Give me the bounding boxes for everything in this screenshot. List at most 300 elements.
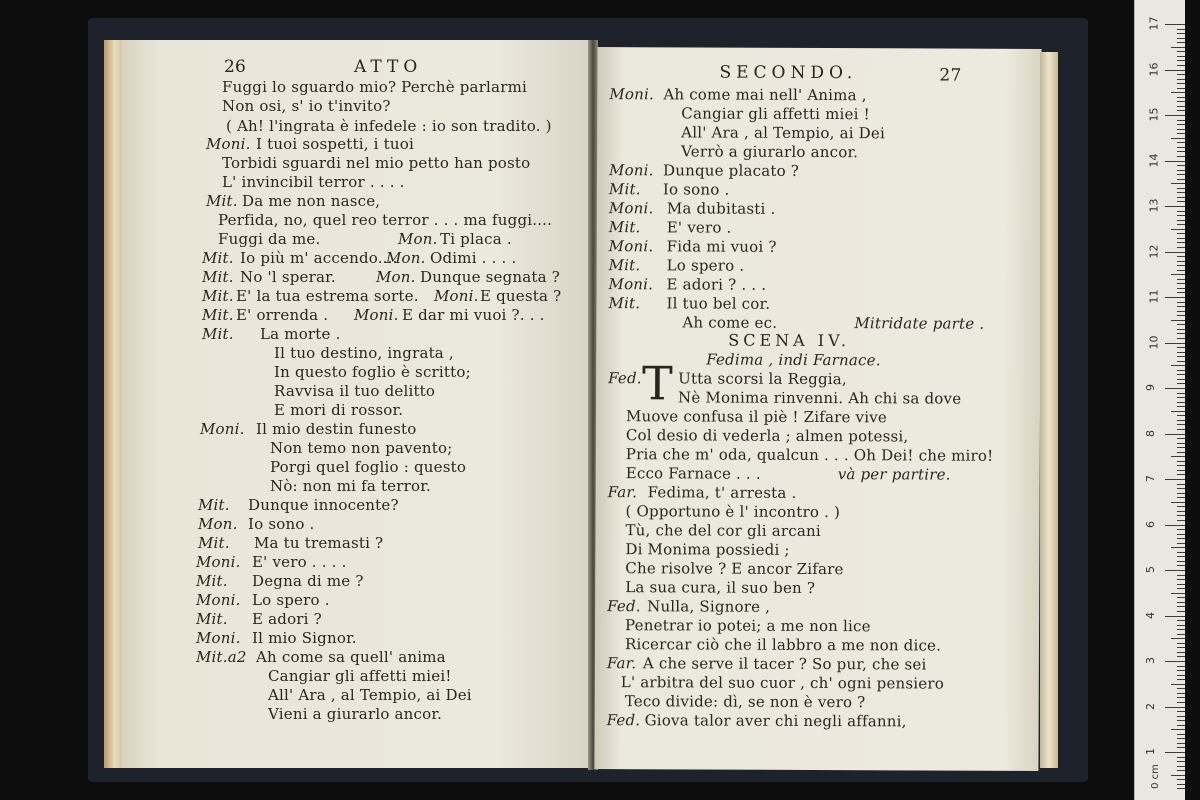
ruler-tick: [1171, 547, 1185, 548]
ruler-tick: [1177, 688, 1185, 689]
ruler-number: 3: [1144, 657, 1157, 664]
ruler-tick: [1171, 775, 1185, 776]
right-line-33: Teco divide: dì, se non è vero ?: [624, 692, 866, 712]
ruler-tick: [1177, 179, 1185, 180]
ruler-tick: [1177, 452, 1185, 453]
ruler-tick: [1165, 616, 1185, 617]
ruler-tick: [1177, 242, 1185, 243]
ruler-number: 11: [1147, 289, 1161, 304]
ruler-tick: [1177, 270, 1185, 271]
ruler-tick: [1165, 115, 1185, 116]
ruler-number: 12: [1147, 244, 1161, 258]
ruler-tick: [1177, 165, 1185, 166]
right-line-3: All' Ara , al Tempio, ai Dei: [681, 123, 886, 143]
left-line-27: Degna di me ?: [252, 572, 364, 590]
ruler-tick: [1177, 447, 1185, 448]
ruler-tick: [1177, 634, 1185, 635]
right-line-13: Ah come ec.: [682, 313, 778, 332]
right-line-24: Tù, che del cor gli arcani: [625, 521, 821, 541]
left-mid-speaker-13: Moni.: [354, 306, 399, 324]
ruler-tick: [1177, 124, 1185, 125]
ruler-tick: [1177, 133, 1185, 134]
left-line-32: Cangiar gli affetti miei!: [268, 667, 452, 685]
ruler-tick: [1177, 151, 1185, 152]
ruler-tick: [1177, 784, 1185, 785]
ruler-tick: [1177, 438, 1185, 439]
left-speaker-19: Moni.: [200, 420, 245, 438]
ruler-tick: [1171, 684, 1185, 685]
right-running-head: SECONDO.: [719, 62, 858, 84]
ruler-tick: [1177, 170, 1185, 171]
ruler-tick: [1177, 311, 1185, 312]
left-line-9: Fuggi da me.: [218, 230, 321, 248]
ruler-tick: [1177, 315, 1185, 316]
left-speaker-7: Mit.: [206, 192, 238, 210]
right-speaker-22: Far.: [607, 483, 638, 502]
ruler-number: 1: [1144, 748, 1157, 755]
right-line-1: Ah come mai nell' Anima ,: [663, 85, 867, 105]
right-speaker-34: Fed.: [606, 711, 641, 730]
ruler-tick: [1177, 424, 1185, 425]
ruler-tick: [1177, 283, 1185, 284]
ruler-tick: [1177, 461, 1185, 462]
ruler-tick: [1177, 647, 1185, 648]
ruler-tick: [1177, 197, 1185, 198]
left-speaker-25: Mit.: [198, 534, 230, 552]
ruler-tick: [1177, 238, 1185, 239]
ruler-tick: [1177, 575, 1185, 576]
ruler-tick: [1177, 265, 1185, 266]
ruler-tick: [1177, 65, 1185, 66]
right-line-5: Dunque placato ?: [663, 161, 800, 180]
left-line-24: Io sono .: [248, 515, 315, 533]
left-speaker-10: Mit.: [202, 249, 234, 267]
left-speaker-13: Mit.: [202, 306, 234, 324]
ruler-tick: [1177, 488, 1185, 489]
ruler-tick: [1177, 743, 1185, 744]
right-page-edges: [1040, 52, 1058, 768]
right-page: [594, 47, 1041, 771]
ruler-tick: [1177, 511, 1185, 512]
ruler-tick: [1177, 693, 1185, 694]
ruler-tick: [1165, 525, 1185, 526]
right-line-2: Cangiar gli affetti miei !: [681, 104, 870, 124]
left-line-17: Ravvisa il tuo delitto: [274, 382, 436, 400]
right-speaker-6: Mit.: [608, 180, 641, 199]
right-speaker-8: Mit.: [608, 218, 641, 237]
left-mid-line-9: Ti placa .: [440, 230, 512, 248]
ruler-tick: [1177, 324, 1185, 325]
ruler-number: 2: [1144, 702, 1157, 710]
ruler-tick: [1177, 606, 1185, 607]
ruler-tick: [1165, 70, 1185, 71]
left-mid-speaker-11: Mon.: [376, 268, 416, 286]
left-line-1: Fuggi lo sguardo mio? Perchè parlarmi: [222, 78, 527, 96]
right-line-22: Fedima, t' arresta .: [647, 483, 797, 502]
left-line-6: L' invincibil terror . . . .: [222, 173, 405, 191]
left-speaker-24: Mon.: [198, 515, 238, 533]
left-page-number: 26: [224, 57, 247, 77]
left-running-head: ATTO: [354, 57, 423, 77]
left-line-12: E' la tua estrema sorte.: [236, 287, 419, 305]
right-speaker-28: Fed.: [607, 597, 641, 616]
right-line-31: A che serve il tacer ? So pur, che sei: [642, 654, 927, 674]
ruler-tick: [1177, 120, 1185, 121]
right-speaker-7: Moni.: [608, 199, 654, 218]
left-mid-speaker-12: Moni.: [434, 287, 479, 305]
ruler-tick: [1177, 302, 1185, 303]
ruler-tick: [1177, 142, 1185, 143]
ruler-tick: [1177, 79, 1185, 80]
ruler-tick: [1177, 534, 1185, 535]
ruler-tick: [1177, 56, 1185, 57]
right-line-4: Verrò a giurarlo ancor.: [681, 142, 859, 162]
left-page: [122, 40, 590, 768]
ruler-tick: [1177, 397, 1185, 398]
ruler-number: 6: [1144, 520, 1157, 528]
right-line-9: Fida mi vuoi ?: [666, 237, 777, 256]
ruler-tick: [1177, 588, 1185, 589]
ruler-tick: [1177, 261, 1185, 262]
left-speaker-23: Mit.: [198, 496, 230, 514]
right-speaker-5: Moni.: [609, 161, 654, 180]
ruler-tick: [1177, 515, 1185, 516]
ruler-tick: [1177, 420, 1185, 421]
left-line-26: E' vero . . . .: [252, 553, 347, 571]
ruler-number: 13: [1147, 198, 1161, 213]
ruler-tick: [1177, 288, 1185, 289]
ruler-tick: [1177, 224, 1185, 225]
ruler-tick: [1177, 643, 1185, 644]
ruler-tick: [1165, 661, 1185, 662]
left-mid-line-10: Odimi . . . .: [430, 249, 517, 267]
right-stage-13: Mitridate parte .: [854, 314, 985, 333]
left-line-22: Nò: non mi fa terror.: [270, 477, 431, 495]
left-line-19: Il mio destin funesto: [256, 420, 417, 438]
ruler-tick: [1177, 679, 1185, 680]
right-speaker-11: Moni.: [608, 275, 654, 294]
right-speaker-16: Fed.: [608, 369, 642, 388]
ruler-tick: [1177, 374, 1185, 375]
right-line-8: E' vero .: [666, 218, 732, 237]
right-line-7: Ma dubitasti .: [666, 199, 776, 218]
ruler-tick: [1171, 229, 1185, 230]
left-line-14: La morte .: [260, 325, 341, 343]
ruler-tick: [1171, 411, 1185, 412]
scene-characters: Fedima , indi Farnace.: [706, 350, 881, 370]
left-line-5: Torbidi sguardi nel mio petto han posto: [222, 154, 531, 172]
ruler-tick: [1177, 757, 1185, 758]
ruler-tick: [1177, 88, 1185, 89]
ruler-tick: [1177, 174, 1185, 175]
scene-heading: SCENA IV.: [728, 330, 851, 351]
ruler-number: 8: [1144, 429, 1157, 437]
ruler-tick: [1171, 320, 1185, 321]
ruler-tick: [1177, 292, 1185, 293]
ruler-tick: [1177, 611, 1185, 612]
ruler-tick: [1165, 24, 1185, 25]
ruler-tick: [1177, 474, 1185, 475]
ruler-number: 5: [1144, 566, 1157, 573]
left-line-18: E mori di rossor.: [274, 401, 404, 419]
right-line-34: Giova talor aver chi negli affanni,: [644, 711, 907, 731]
left-mid-line-12: E questa ?: [480, 287, 562, 305]
ruler-tick: [1171, 47, 1185, 48]
ruler-tick: [1177, 347, 1185, 348]
ruler-tick: [1177, 497, 1185, 498]
ruler-tick: [1177, 38, 1185, 39]
ruler-tick: [1177, 670, 1185, 671]
ruler-tick: [1177, 720, 1185, 721]
ruler-tick: [1177, 484, 1185, 485]
ruler-tick: [1177, 83, 1185, 84]
ruler-tick: [1177, 51, 1185, 52]
ruler-tick: [1177, 393, 1185, 394]
left-line-33: All' Ara , al Tempio, ai Dei: [268, 686, 472, 704]
left-line-10: Io più m' accendo....: [240, 249, 398, 267]
ruler-number: 10: [1147, 335, 1161, 349]
ruler-tick: [1177, 702, 1185, 703]
right-speaker-12: Mit.: [608, 294, 641, 313]
left-line-29: E adori ?: [252, 610, 322, 628]
ruler-tick: [1177, 716, 1185, 717]
left-line-28: Lo spero .: [252, 591, 330, 609]
ruler-tick: [1177, 597, 1185, 598]
ruler-tick: [1177, 402, 1185, 403]
ruler-tick: [1177, 579, 1185, 580]
ruler-tick: [1177, 233, 1185, 234]
ruler-tick: [1177, 247, 1185, 248]
ruler-tick: [1177, 747, 1185, 748]
ruler-tick: [1177, 675, 1185, 676]
left-line-34: Vieni a giurarlo ancor.: [268, 705, 443, 723]
ruler-tick: [1177, 215, 1185, 216]
ruler-tick: [1177, 33, 1185, 34]
ruler-tick: [1177, 493, 1185, 494]
ruler-tick: [1171, 138, 1185, 139]
right-speaker-10: Mit.: [608, 256, 641, 275]
ruler-tick: [1177, 738, 1185, 739]
right-page-number: 27: [939, 65, 962, 86]
left-line-20: Non temo non pavento;: [270, 439, 453, 457]
ruler-tick: [1177, 101, 1185, 102]
ruler-number: 7: [1144, 475, 1157, 482]
left-line-4: I tuoi sospetti, i tuoi: [256, 135, 414, 153]
ruler-tick: [1177, 129, 1185, 130]
left-line-25: Ma tu tremasti ?: [254, 534, 384, 552]
ruler-tick: [1177, 42, 1185, 43]
ruler-tick: [1165, 206, 1185, 207]
ruler-tick: [1177, 333, 1185, 334]
ruler-number: 16: [1147, 62, 1161, 76]
left-mid-line-11: Dunque segnata ?: [420, 268, 561, 286]
ruler-tick: [1177, 156, 1185, 157]
left-line-15: Il tuo destino, ingrata ,: [274, 344, 454, 362]
ruler-tick: [1177, 666, 1185, 667]
ruler-tick: [1165, 252, 1185, 253]
ruler-tick: [1177, 556, 1185, 557]
ruler-tick: [1177, 565, 1185, 566]
left-speaker-14: Mit.: [202, 325, 234, 343]
ruler-unit-label: 0 cm: [1149, 764, 1161, 789]
ruler-number: 15: [1147, 107, 1161, 122]
ruler-tick: [1177, 770, 1185, 771]
ruler-tick: [1177, 761, 1185, 762]
ruler-tick: [1177, 74, 1185, 75]
left-line-11: No 'l sperar.: [240, 268, 336, 286]
ruler-tick: [1177, 192, 1185, 193]
ruler-tick: [1165, 297, 1185, 298]
ruler-tick: [1177, 711, 1185, 712]
right-speaker-9: Moni.: [608, 237, 654, 256]
ruler-tick: [1171, 456, 1185, 457]
left-line-23: Dunque innocente?: [248, 496, 399, 514]
ruler-tick: [1177, 256, 1185, 257]
left-line-2: Non osi, s' io t'invito?: [222, 97, 391, 115]
ruler-tick: [1177, 361, 1185, 362]
ruler-tick: [1165, 388, 1185, 389]
right-line-21: Ecco Farnace . . .: [625, 464, 761, 483]
right-line-17: Nè Monima rinvenni. Ah chi sa dove: [678, 388, 962, 408]
ruler-tick: [1171, 183, 1185, 184]
ruler-tick: [1165, 479, 1185, 480]
ruler-tick: [1177, 147, 1185, 148]
ruler-tick: [1177, 620, 1185, 621]
ruler-tick: [1177, 602, 1185, 603]
ruler-tick: [1177, 60, 1185, 61]
right-line-23: ( Opportuno è l' incontro . ): [625, 502, 841, 522]
ruler-tick: [1177, 766, 1185, 767]
left-line-21: Porgi quel foglio : questo: [270, 458, 467, 476]
ruler-tick: [1177, 629, 1185, 630]
ruler-tick: [1165, 707, 1185, 708]
left-speaker-31: Mit.a2: [196, 648, 247, 666]
ruler-tick: [1177, 352, 1185, 353]
ruler-tick: [1177, 529, 1185, 530]
ruler-tick: [1177, 279, 1185, 280]
right-line-12: Il tuo bel cor.: [666, 294, 771, 313]
ruler-tick: [1177, 370, 1185, 371]
ruler-tick: [1177, 725, 1185, 726]
left-mid-line-13: E dar mi vuoi ?. . .: [402, 306, 545, 324]
left-line-31: Ah come sa quell' anima: [256, 648, 446, 666]
ruler-tick: [1177, 584, 1185, 585]
left-mid-speaker-10: Mon.: [386, 249, 426, 267]
ruler-tick: [1177, 506, 1185, 507]
left-line-30: Il mio Signor.: [252, 629, 357, 647]
right-line-20: Pria che m' oda, qualcun . . . Oh Dei! che miro!: [625, 445, 994, 465]
ruler-tick: [1177, 734, 1185, 735]
right-line-28: Nulla, Signore ,: [647, 597, 771, 616]
left-speaker-12: Mit.: [202, 287, 234, 305]
ruler-tick: [1177, 383, 1185, 384]
right-stage-21: và per partire.: [837, 465, 951, 484]
ruler-tick: [1177, 656, 1185, 657]
ruler-tick: [1165, 343, 1185, 344]
ruler-tick: [1177, 561, 1185, 562]
ruler-tick: [1171, 365, 1185, 366]
ruler-tick: [1177, 220, 1185, 221]
ruler-tick: [1177, 465, 1185, 466]
ruler-tick: [1177, 429, 1185, 430]
right-line-10: Lo spero .: [666, 256, 745, 275]
ruler-tick: [1171, 638, 1185, 639]
ruler-tick: [1177, 538, 1185, 539]
ruler-tick: [1177, 552, 1185, 553]
ruler-tick: [1177, 520, 1185, 521]
left-page-edges: [104, 40, 122, 768]
ruler-tick: [1177, 697, 1185, 698]
right-speaker-1: Moni.: [609, 85, 655, 104]
ruler-tick: [1171, 274, 1185, 275]
right-line-6: Io sono .: [662, 180, 730, 199]
left-line-13: E' orrenda .: [236, 306, 329, 324]
ruler-number: 4: [1144, 611, 1157, 619]
ruler-tick: [1177, 543, 1185, 544]
left-speaker-26: Moni.: [196, 553, 241, 571]
left-speaker-28: Moni.: [196, 591, 241, 609]
ruler-tick: [1171, 729, 1185, 730]
ruler-number: 17: [1147, 16, 1161, 31]
right-line-27: La sua cura, il suo ben ?: [625, 578, 816, 597]
drop-cap-letter: T: [641, 356, 673, 411]
ruler-tick: [1177, 338, 1185, 339]
ruler-tick: [1177, 779, 1185, 780]
right-line-26: Che risolve ? E ancor Zifare: [625, 559, 844, 579]
ruler-tick: [1177, 188, 1185, 189]
ruler-tick: [1177, 788, 1185, 789]
right-speaker-31: Far.: [606, 654, 637, 673]
ruler-tick: [1177, 406, 1185, 407]
left-line-7: Da me non nasce,: [242, 192, 381, 210]
ruler-tick: [1177, 443, 1185, 444]
ruler-tick: [1165, 752, 1185, 753]
left-speaker-30: Moni.: [196, 629, 241, 647]
ruler-tick: [1171, 502, 1185, 503]
ruler-tick: [1171, 92, 1185, 93]
ruler-tick: [1177, 379, 1185, 380]
ruler-tick: [1177, 470, 1185, 471]
right-line-19: Col desio di vederla ; almen potessi,: [625, 426, 909, 446]
ruler-number: 9: [1144, 384, 1157, 391]
ruler-tick: [1165, 570, 1185, 571]
right-line-16: Utta scorsi la Reggia,: [678, 369, 847, 389]
ruler-tick: [1165, 161, 1185, 162]
left-line-8: Perfida, no, quel reo terror . . . ma fuggi....: [218, 211, 553, 229]
ruler-tick: [1177, 201, 1185, 202]
ruler-tick: [1177, 106, 1185, 107]
right-line-29: Penetrar io potei; a me non lice: [625, 616, 871, 636]
ruler-tick: [1177, 110, 1185, 111]
left-line-16: In questo foglio è scritto;: [274, 363, 471, 381]
right-line-25: Di Monima possiedi ;: [625, 540, 790, 559]
right-line-30: Ricercar ciò che il labbro a me non dice.: [624, 635, 942, 655]
right-line-18: Muove confusa il piè ! Zifare vive: [625, 407, 888, 427]
left-speaker-29: Mit.: [196, 610, 228, 628]
ruler-tick: [1177, 329, 1185, 330]
right-line-11: E adori ? . . .: [666, 275, 767, 294]
left-speaker-11: Mit.: [202, 268, 234, 286]
left-mid-speaker-9: Mon.: [398, 230, 438, 248]
ruler-tick: [1177, 415, 1185, 416]
ruler-tick: [1177, 356, 1185, 357]
ruler-tick: [1177, 29, 1185, 30]
left-speaker-27: Mit.: [196, 572, 228, 590]
ruler-tick: [1177, 652, 1185, 653]
left-line-3: ( Ah! l'ingrata è infedele : io son tradito. ): [226, 117, 552, 135]
ruler-tick: [1165, 434, 1185, 435]
ruler-number: 14: [1147, 153, 1161, 167]
